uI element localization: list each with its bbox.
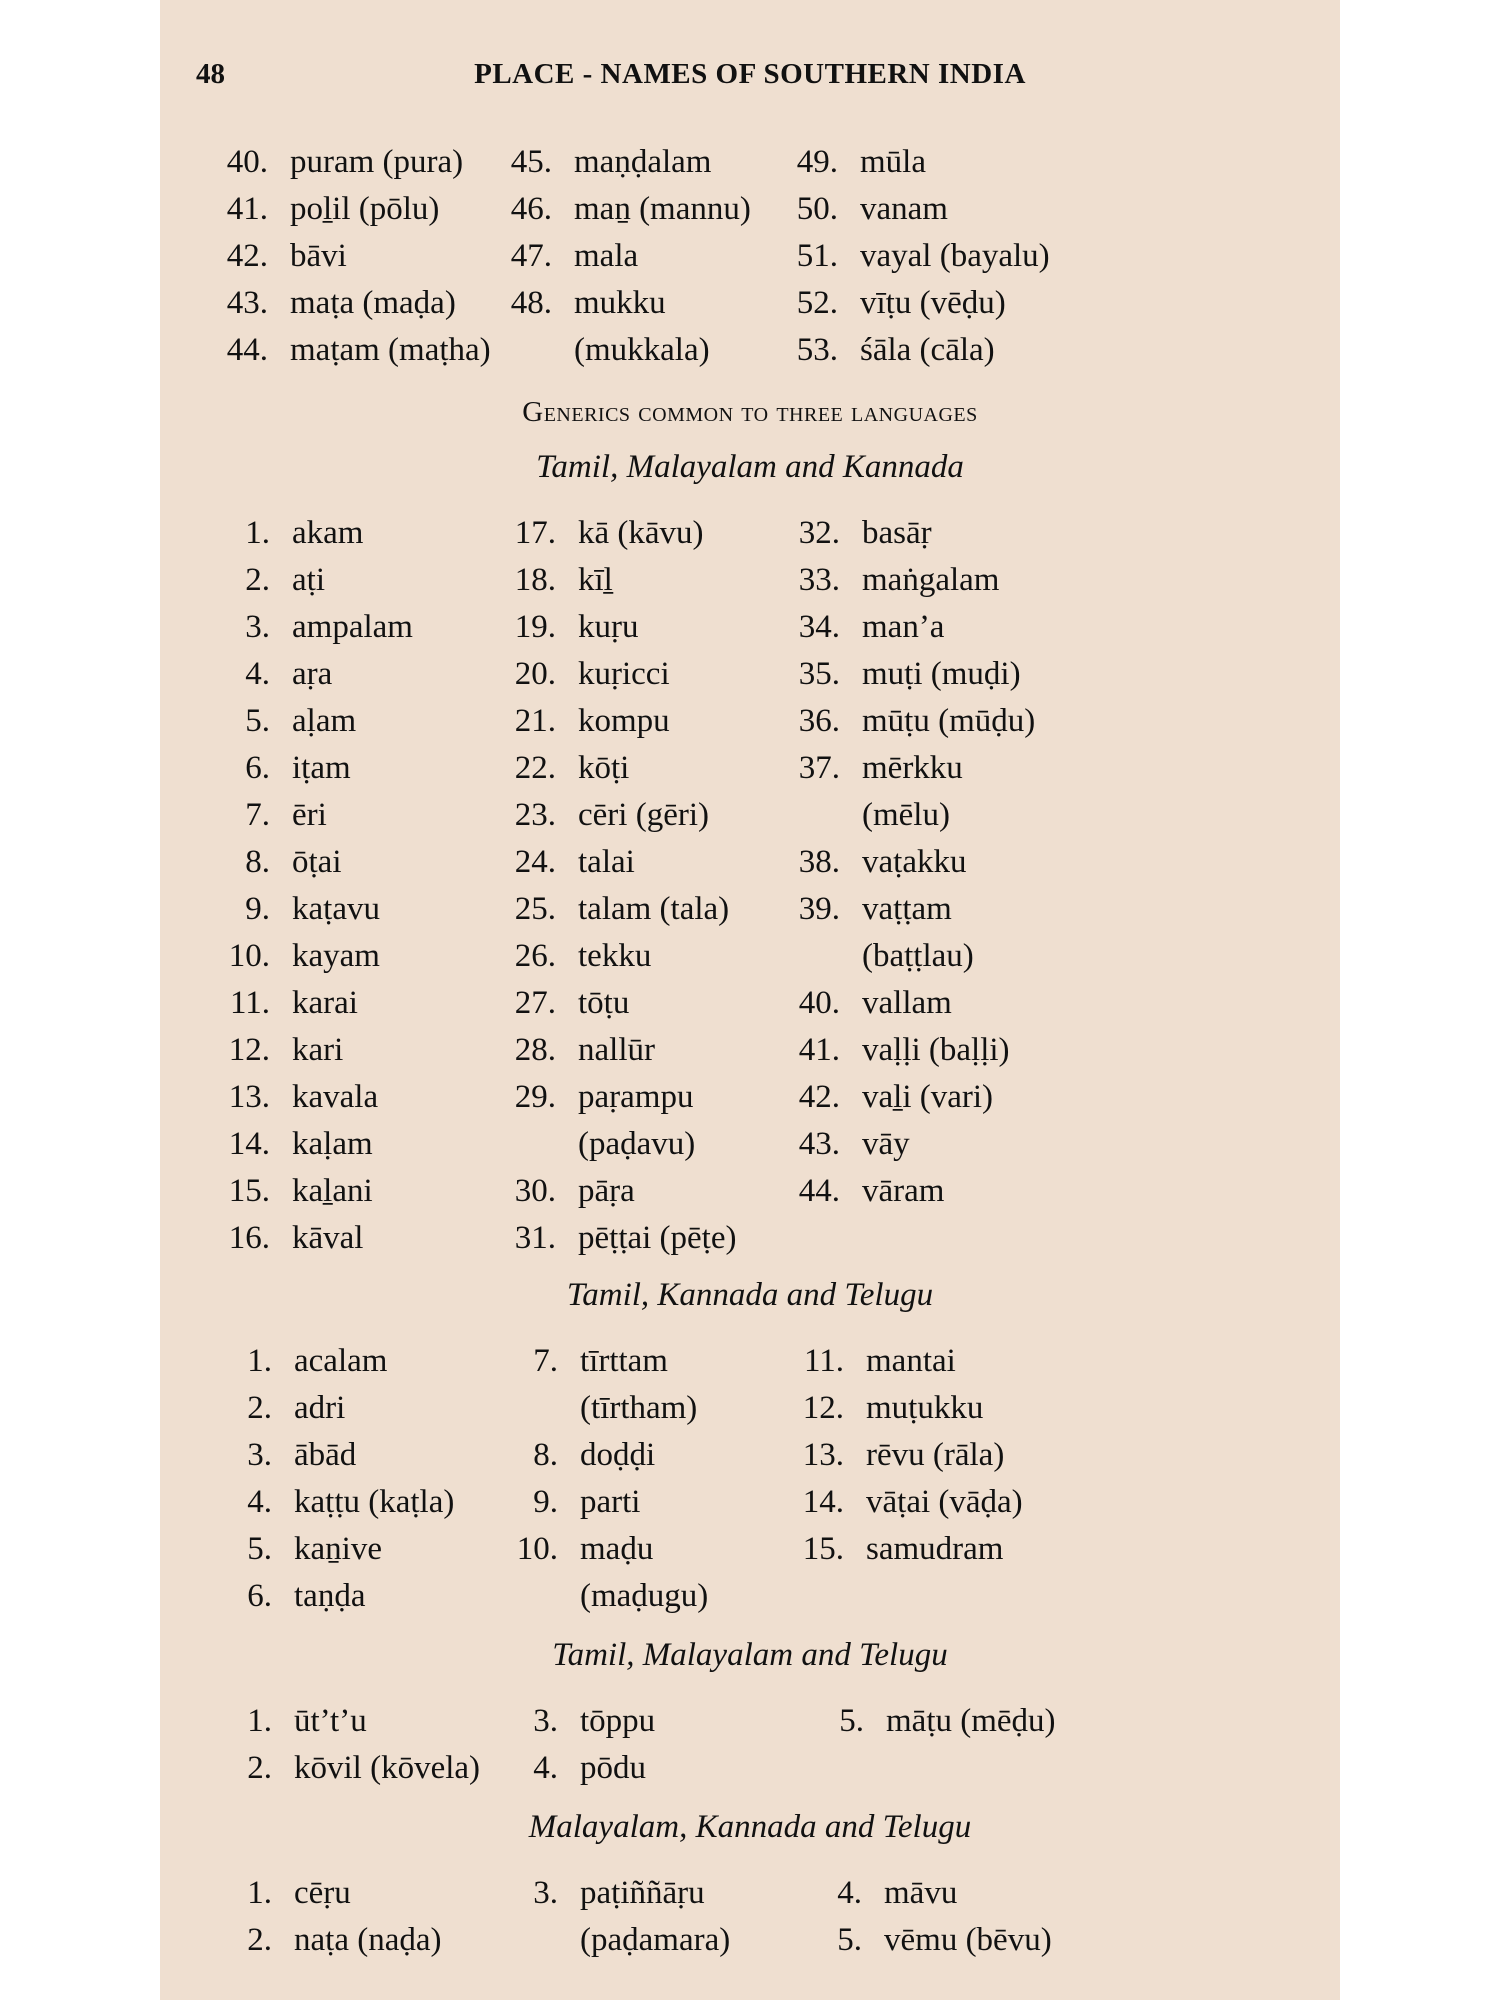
entry-number: 1. [247,1343,272,1379]
entry-number: 7. [533,1343,558,1379]
entry-text: naṭa (naḍa) [294,1922,442,1958]
entry-number: 1. [247,1703,272,1739]
section-tamil-malayalam-kannada [160,510,1340,1270]
entry-number: 32. [798,515,840,551]
entry-number: 33. [798,562,840,598]
entry-text: mantai [866,1343,956,1379]
entry-text: kaṭṭu (kaṭla) [294,1484,455,1520]
section-heading: Tamil, Malayalam and Telugu [552,1637,948,1673]
entry-number: 29. [514,1079,556,1115]
book-page [160,0,1340,2000]
section-tamil-malayalam-telugu [160,1698,1340,1798]
entry-text: parti [580,1484,641,1520]
entry-text: kuṛu [578,609,639,645]
entry-text: maṭa (maḍa) [290,285,456,321]
entry-text: mala [574,238,639,274]
entry-number: 8. [245,844,270,880]
entry-number: 44. [226,332,268,368]
entry-number: 2. [247,1922,272,1958]
entry-number: 38. [798,844,840,880]
entry-number: 4. [533,1750,558,1786]
entry-text: kavala [292,1079,379,1115]
entry-text: kā (kāvu) [578,515,704,551]
entry-text: talai [578,844,635,880]
entry-text: paṛampu [578,1079,694,1115]
section-malayalam-kannada-telugu [160,1870,1340,1970]
entry-text: vāy [862,1126,910,1162]
entry-number: 12. [802,1390,844,1426]
entry-number: 31. [514,1220,556,1256]
entry-text: mērkku [862,750,963,786]
entry-text: aḷam [292,703,357,739]
entry-text: karai [292,985,358,1021]
entry-text: muṭi (muḍi) [862,656,1021,692]
entry-text: śāla (cāla) [860,332,995,368]
entry-text: (mukkala) [574,332,710,368]
entry-number: 25. [514,891,556,927]
entry-text: vayal (bayalu) [860,238,1050,274]
entry-text: vaḻi (vari) [862,1079,994,1115]
entry-text: taṇḍa [294,1578,366,1614]
entry-text: vīṭu (vēḍu) [860,285,1006,321]
entry-number: 11. [803,1343,844,1379]
entry-number: 1. [245,515,270,551]
entry-number: 3. [533,1703,558,1739]
entry-number: 15. [228,1173,270,1209]
entry-number: 30. [514,1173,556,1209]
entry-text: tōṭu [578,985,630,1021]
entry-number: 45. [510,144,552,180]
entry-text: samudram [866,1531,1004,1567]
entry-text: muṭukku [866,1390,984,1426]
entry-text: kōṭi [578,750,630,786]
entry-text: māṭu (mēḍu) [886,1703,1056,1739]
entry-number: 53. [796,332,838,368]
entry-number: 13. [228,1079,270,1115]
entry-text: kāval [292,1220,364,1256]
entry-text: mukku [574,285,666,321]
entry-number: 6. [247,1578,272,1614]
entry-text: maṉ (mannu) [574,191,751,227]
entry-number: 14. [228,1126,270,1162]
entry-number: 20. [514,656,556,692]
entry-number: 4. [247,1484,272,1520]
entry-number: 3. [247,1437,272,1473]
entry-text: tīrttam [580,1343,668,1379]
entry-number: 2. [245,562,270,598]
entry-text: kari [292,1032,344,1068]
entry-number: 22. [514,750,556,786]
entry-text: (baṭṭlau) [862,938,974,974]
entry-text: aṭi [292,562,325,598]
entry-number: 2. [247,1390,272,1426]
entry-number: 23. [514,797,556,833]
entry-text: kaḻani [292,1173,373,1209]
entry-text: vēmu (bēvu) [884,1922,1052,1958]
entry-text: vallam [862,985,952,1021]
top-list [160,139,1340,379]
entry-number: 36. [798,703,840,739]
entry-text: cēṛu [294,1875,351,1911]
entry-number: 4. [837,1875,862,1911]
entry-number: 44. [798,1173,840,1209]
entry-text: mūṭu (mūḍu) [862,703,1036,739]
entry-number: 28. [514,1032,556,1068]
entry-number: 18. [514,562,556,598]
entry-text: puram (pura) [290,144,464,180]
entry-text: acalam [294,1343,388,1379]
entry-text: (maḍugu) [580,1578,709,1614]
entry-number: 3. [245,609,270,645]
entry-number: 52. [796,285,838,321]
entry-number: 49. [796,144,838,180]
entry-number: 6. [245,750,270,786]
entry-number: 21. [514,703,556,739]
entry-number: 5. [245,703,270,739]
page-header [160,58,1340,98]
entry-text: vaṭṭam [862,891,952,927]
entry-number: 12. [228,1032,270,1068]
entry-text: (paḍavu) [578,1126,696,1162]
entry-number: 9. [245,891,270,927]
entry-number: 19. [514,609,556,645]
entry-text: aṛa [292,656,333,692]
entry-number: 7. [245,797,270,833]
entry-number: 26. [514,938,556,974]
entry-text: kuṛicci [578,656,670,692]
entry-number: 42. [226,238,268,274]
entry-text: vāram [862,1173,945,1209]
entry-number: 11. [229,985,270,1021]
entry-number: 39. [798,891,840,927]
entry-text: poḻil (pōlu) [290,191,440,227]
entry-text: (paḍamara) [580,1922,731,1958]
entry-text: adri [294,1390,346,1426]
entry-number: 3. [533,1875,558,1911]
entry-text: ampalam [292,609,413,645]
entry-number: 17. [514,515,556,551]
entry-text: kaḷam [292,1126,373,1162]
entry-number: 10. [228,938,270,974]
entry-number: 43. [798,1126,840,1162]
entry-text: ābād [294,1437,357,1473]
entry-text: ōṭai [292,844,342,880]
section-heading: Malayalam, Kannada and Telugu [528,1809,972,1845]
entry-text: vaḷḷi (baḷḷi) [862,1032,1010,1068]
entry-number: 14. [802,1484,844,1520]
entry-number: 24. [514,844,556,880]
entry-text: vāṭai (vāḍa) [866,1484,1023,1520]
entry-text: maḍu [580,1531,654,1567]
entry-number: 42. [798,1079,840,1115]
running-title: PLACE - NAMES OF SOUTHERN INDIA [474,58,1026,90]
entry-text: māvu [884,1875,958,1911]
entry-number: 37. [798,750,840,786]
entry-text: nallūr [578,1032,655,1068]
entry-number: 8. [533,1437,558,1473]
section-tamil-kannada-telugu [160,1338,1340,1628]
entry-text: pēṭṭai (pēṭe) [578,1220,737,1256]
entry-text: akam [292,515,364,551]
entry-number: 15. [802,1531,844,1567]
entry-text: doḍḍi [580,1437,656,1473]
entry-number: 51. [796,238,838,274]
entry-text: (mēlu) [862,797,950,833]
entry-number: 40. [226,144,268,180]
entry-number: 5. [837,1922,862,1958]
entry-text: tōppu [580,1703,656,1739]
entry-number: 9. [533,1484,558,1520]
entry-text: maṇḍalam [574,144,712,180]
entry-text: man’a [862,609,945,645]
entry-number: 5. [247,1531,272,1567]
entry-number: 5. [839,1703,864,1739]
entry-number: 40. [798,985,840,1021]
entry-text: kompu [578,703,670,739]
entry-number: 43. [226,285,268,321]
section-heading: Tamil, Kannada and Telugu [566,1277,934,1313]
entry-number: 10. [516,1531,558,1567]
entry-text: pōdu [580,1750,646,1786]
entry-number: 48. [510,285,552,321]
entry-text: kaṭavu [292,891,380,927]
page-number: 48 [196,58,225,90]
entry-text: kayam [292,938,380,974]
entry-text: (tīrtham) [580,1390,698,1426]
entry-text: rēvu (rāla) [866,1437,1005,1473]
entry-text: mūla [860,144,926,180]
entry-number: 50. [796,191,838,227]
entry-text: kōvil (kōvela) [294,1750,481,1786]
section-heading: Tamil, Malayalam and Kannada [536,449,964,485]
entry-text: vaṭakku [862,844,967,880]
entry-number: 1. [247,1875,272,1911]
entry-number: 2. [247,1750,272,1786]
entry-number: 27. [514,985,556,1021]
entry-text: ēri [292,797,327,833]
entry-text: kaṉive [294,1531,382,1567]
entry-text: vanam [860,191,948,227]
entry-text: maṭam (maṭha) [290,332,491,368]
entry-text: pāṛa [578,1173,635,1209]
entry-text: ūt’t’u [294,1703,367,1739]
main-heading: Generics common to three languages [522,396,978,428]
entry-text: cēri (gēri) [578,797,709,833]
entry-text: tekku [578,938,652,974]
entry-number: 47. [510,238,552,274]
entry-number: 46. [510,191,552,227]
entry-number: 41. [226,191,268,227]
entry-number: 34. [798,609,840,645]
entry-text: basāṛ [862,515,932,551]
entry-text: maṅgalam [862,562,1000,598]
entry-text: iṭam [292,750,351,786]
entry-text: bāvi [290,238,347,274]
entry-text: kīḻ [578,562,613,598]
entry-number: 35. [798,656,840,692]
entry-text: talam (tala) [578,891,730,927]
entry-text: paṭiññāṛu [580,1875,705,1911]
entry-number: 16. [228,1220,270,1256]
entry-number: 13. [802,1437,844,1473]
entry-number: 4. [245,656,270,692]
entry-number: 41. [798,1032,840,1068]
